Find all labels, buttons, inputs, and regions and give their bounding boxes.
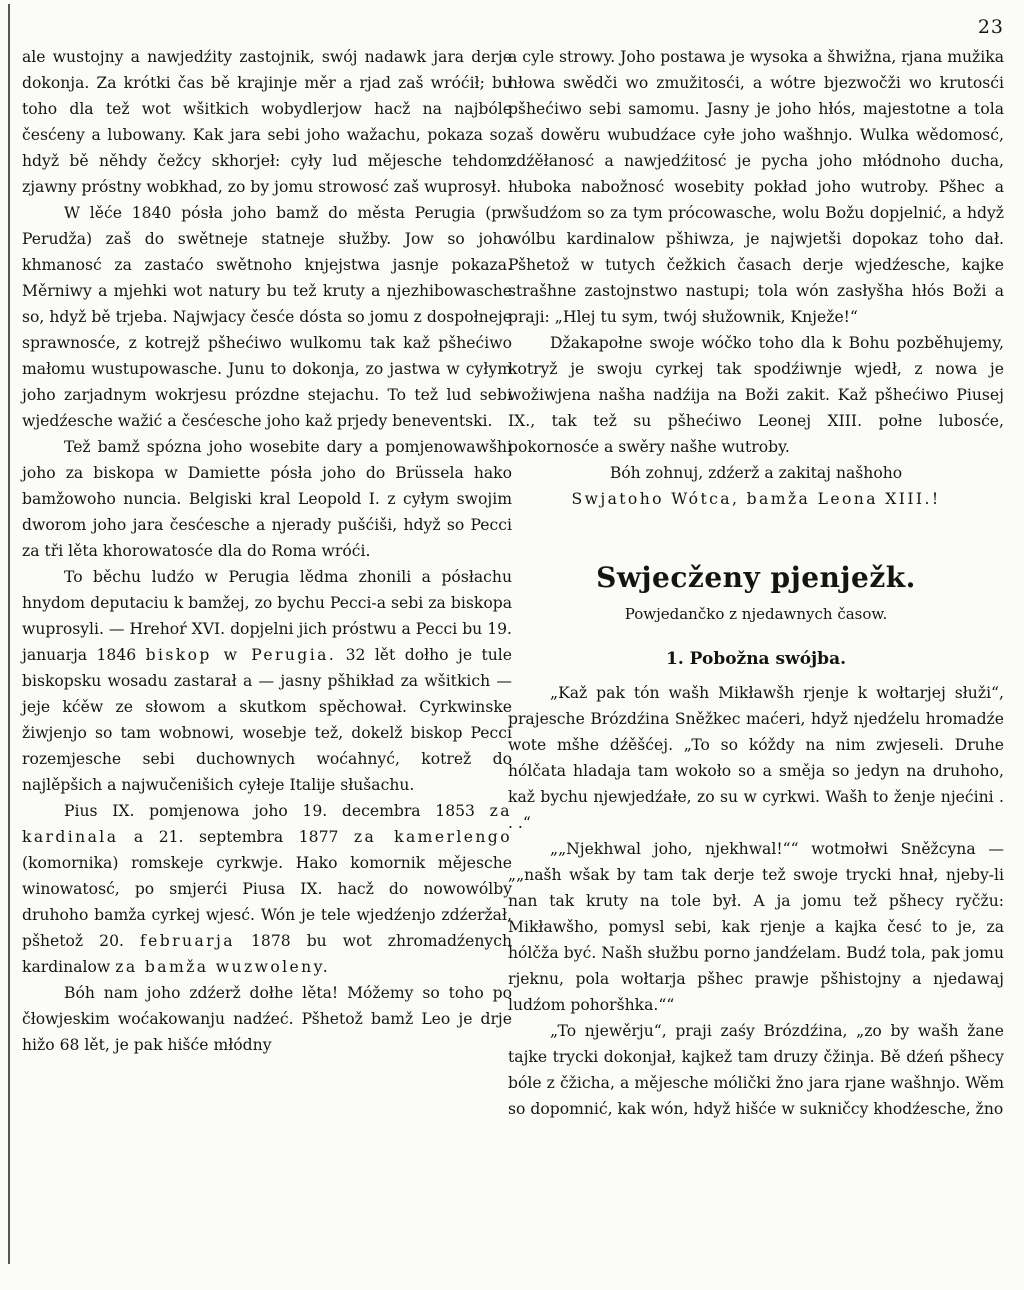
story-subtitle: Powjedančko z njedawnych časow.: [624, 605, 888, 623]
text-run: Pius IX. pomjenowa joho 19. decembra 1853: [64, 802, 475, 820]
paragraph: „Kaž pak tón wašh Mikławšh rjenje k wołtarjej słuži“, prajesche Brózdźina Sněžkec maćeri, hdyž njedźelu hromadźe wote mšhe dźěšćej. „To so kóždy na nim zwjeseli. Druhe hólčata hladaja tam wokoło so a směja so jedyn na druhoho, kaž bychu njewjedźałe, zo su w cyrkwi. Wašh to ženje njećini . . .“: [508, 684, 1004, 832]
paragraph: ale wustojny a nawjedźity zastojnik, swój nadawk jara derje dokonja. Za krótki čas bě krajinje měr a rjad zaš wróćił; bu toho dla tež wot wšitkich wobydlerjow hacž na najbóle česćeny a lubowany. Kak jara sebi joho wažachu, pokaza so, hdyž bě něhdy čežcy skhorjeł: cyły lud mějesche tehdom zjawny próstny wobkhad, zo by jomu strowosć zaš wuprosył.: [22, 48, 512, 196]
right-column: [508, 44, 1004, 1122]
paragraph: a cyle strowy. Joho postawa je wysoka a šhwižna, rjana mužika hłowa swědči wo zmužitosći, a wótre bjezwočži wo krutosći pšhećiwo sebi samomu. Jasny je joho hłós, majestotne a tola zaš dowěru wubudźace cyłe joho wašhnjo. Wulka wědomosć, zdźěłanosć a nawjedźitosć je pycha joho młódnoho ducha, hłuboka nabožnosć wosebity pokład joho wutroby. Pšhec a wšudźom so za tym prócowasche, wolu Božu dopjelnić, a hdyž wólbu kardinalow pšhiwza, je najwjetši dopokaz toho dał. Pšhetož w tutych čežkich časach derje wjedźesche, kajke strašhne zastojnstwo nastupi; tola wón zasłyšha hłós Boži a praji: „Hlej tu sym, twój słužownik, Knježe!“: [508, 48, 1004, 326]
text-run: a 21. septembra 1877: [133, 828, 339, 846]
spaced-text: za kardinala: [22, 802, 512, 846]
paragraph: Tež bamž spózna joho wosebite dary a pomjenowawšhi joho za biskopa w Damiette pósła joho do Brüssela hako bamžowoho nuncia. Belgiski kral Leopold I. z cyłym swojim dworom joho jara česćesche a njerady pušćiši, hdyž so Pecci za tři lěta khorowatosće dla do Roma wróći.: [22, 438, 512, 560]
spaced-text: februarja: [139, 932, 235, 950]
left-column: [22, 44, 512, 1058]
section-title: 1. Pobožna swójba.: [665, 649, 847, 669]
page-number: 23: [977, 16, 1004, 38]
paragraph: [22, 798, 512, 980]
paragraph: „„Njekhwal joho, njekhwal!““ wotmołwi Sněžcyna — „„našh wšak by tam tak derje tež swoje trycki hnał, njeby-li nan tak kruty na tole był. A ja jomu tež pšhecy ryčžu: Mikławšho, pomysl sebi, kak rjenje a kajka česć to je, za hólčža być. Našh słužbu porno jandźelam. Budź tola, pak jomu rjeknu, pola wołtarja pšhec prawje pšhistojny a njedawaj ludźom pohoršhka.““: [508, 840, 1004, 1014]
paragraph: Džakapołne swoje wóčko toho dla k Bohu pozběhujemy, kotryž je swoju cyrkej tak spodźiwnje wjedł, z nowa je wožiwjena našha nadźija na Boži zakit. Kaž pšhećiwo Piusej IX., tak tež su pšhećiwo Leonej XIII. połne lubosće, pokornosće a swěry našhe wutroby.: [508, 334, 1004, 456]
story-title: Swjecženy pjenježk.: [596, 561, 916, 594]
text-run: To běchu ludźo w Perugia lědma zhonili a pósłachu hnydom deputaciu k bamžej, zo bychu Pecci-a sebi za biskopa wuprosyli. — Hrehoŕ XVI. dopjelni jich próstwu a Pecci bu 19. januarja 1846: [22, 568, 512, 664]
paragraph: Bóh nam joho zdźerž dołhe lěta! Móžemy so toho po čłowjeskim woćakowanju nadźeć. Pšhetož bamž Leo je drje hižo 68 lět, je pak hišće młódny: [22, 984, 512, 1054]
spaced-text: biskop w Perugia.: [145, 646, 337, 664]
text-run: 1878 bu wot zhromadźenych kardinalow: [22, 932, 512, 976]
paragraph: „To njewěrju“, praji zaśy Brózdźina, „zo by wašh žane tajke trycki dokonjał, kajkež tam druzy čžinja. Bě dźeń pšhecy bóle z čžicha, a mějesche mólički žno jara rjane wašhnjo. Wěm so dopomnić, kak wón, hdyž hišće w sukničcy khodźesche, žno: [508, 1022, 1004, 1118]
blessing-line: Bóh zohnuj, zdźerž a zakitaj našhoho: [609, 464, 903, 482]
spaced-text: za kamerlengo: [353, 828, 512, 846]
story-heading: [508, 560, 1004, 672]
paragraph: [22, 564, 512, 798]
blessing-line: Swjatoho Wótca, bamža Leona XIII.!: [571, 490, 941, 508]
spaced-text: za bamža wuzwoleny.: [115, 958, 331, 976]
text-run: 32 lět dołho je tule biskopsku wosadu zastarał a — jasny pšhikład za wšitkich — jeje kćěw ze słowom a skutkom spěchował. Cyrkwinske žiwjenjo so tam wobnowi, wosebje tež, dokelž biskop Pecci rozemjesche sebi duchownych woćahnyć, kotrež do najlěpšich a najwučenišich cyłeje Italije słušachu.: [22, 646, 512, 794]
text-run: (komornika) romskeje cyrkwje. Hako komornik mějesche winowatosć, po smjerći Piusa IX. hacž do nowowólby druhoho bamža cyrkej wjesć. Wón je tele wjedźenjo zdźeržał, pšhetož 20.: [22, 854, 512, 950]
paragraph: W lěće 1840 pósła joho bamž do města Perugia (pr. Perudža) zaš do swětneje statneje słužby. Jow so joho khmanosć za zastaćo swětnoho knjejstwa jasnje pokaza. Měrniwy a mjehki wot natury bu tež kruty a njezhibowasche so, hdyž bě trjeba. Najwjacy česće dósta so jomu z dospołneje sprawnosće, z kotrejž pšhećiwo wulkomu tak kaž pšhećiwo małomu wustupowasche. Junu to dokonja, zo jastwa w cyłym joho zarjadnym wokrjesu prózdne stejachu. To tež lud sebi wjedźesche wažić a česćesche joho kaž prjedy beneventski.: [22, 204, 512, 430]
